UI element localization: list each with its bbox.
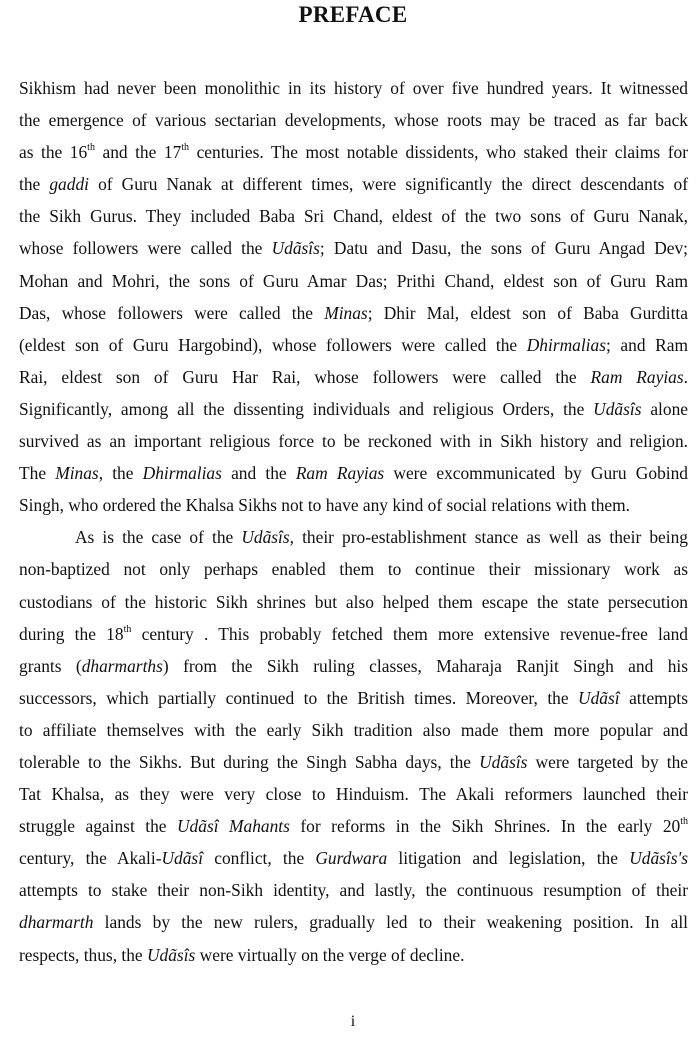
text-run: were excommunicated by Guru Gobind — [384, 463, 688, 484]
italic-term: Gurdwara — [315, 848, 388, 869]
italic-term: dharmarth — [19, 912, 94, 933]
text-run: Significantly, among all the dissenting individuals and religious Orders, the — [19, 398, 594, 419]
text-run: (eldest son of Guru Hargobind), whose followers were called the — [19, 334, 527, 355]
text-run: Sikhism had never been monolithic in its history of over five hundred years. It witnessed — [19, 78, 688, 98]
text-run: struggle against the — [19, 816, 177, 837]
text-run: and the 17 — [94, 142, 182, 163]
text-line — [19, 232, 688, 264]
text-line — [19, 586, 688, 618]
text-run: as the 16 — [19, 142, 88, 163]
text-run: Singh, who ordered the Khalsa Sikhs not to have any kind of social relations with them. — [19, 495, 630, 516]
text-run: grants ( — [19, 655, 82, 676]
text-line — [19, 200, 688, 232]
italic-term: Udãsîs's — [629, 848, 688, 869]
text-run: survived as an important religious force to be reckoned with in Sikh history and religion. — [19, 431, 688, 452]
text-run: ) from the Sikh ruling classes, Maharaja Ranjit Singh and his — [162, 655, 688, 676]
text-run: whose followers were called the — [19, 238, 272, 259]
text-run: successors, which partially continued to the British times. Moreover, the — [19, 687, 579, 708]
text-run: of Guru Nanak at different times, were significantly the direct descendants of — [88, 174, 689, 195]
italic-term: Minas — [55, 463, 99, 484]
page-number: i — [350, 1013, 356, 1030]
text-line — [19, 682, 688, 714]
text-line — [19, 650, 688, 682]
text-line — [19, 489, 688, 521]
preface-body — [19, 72, 688, 971]
italic-term: Dhirmalias — [142, 463, 222, 484]
text-line — [19, 297, 688, 329]
text-run: during the 18 — [19, 623, 124, 644]
text-line — [19, 425, 688, 457]
text-line — [19, 457, 688, 489]
text-run: the Sikh Gurus. They included Baba Sri Chand, eldest of the two sons of Guru Nanak, — [19, 206, 688, 227]
text-run: The — [19, 463, 56, 484]
italic-term: Udãsîs — [479, 751, 528, 772]
text-run: As is the case of the — [75, 527, 242, 548]
text-run: non-baptized not only perhaps enabled them to continue their missionary work as — [19, 559, 688, 580]
text-line — [19, 746, 688, 778]
text-run: respects, thus, the — [19, 944, 147, 965]
text-line — [19, 393, 688, 425]
text-line — [19, 714, 688, 746]
italic-term: Udãsîs — [271, 238, 320, 259]
text-run: alone — [641, 398, 689, 419]
text-run: ; and Ram — [605, 334, 688, 355]
text-run: were virtually on the verge of decline. — [195, 944, 465, 965]
text-line — [19, 329, 688, 361]
italic-term: Ram Rayias — [590, 366, 684, 387]
text-line — [19, 361, 688, 393]
text-line — [19, 521, 688, 553]
text-line — [19, 265, 688, 297]
text-run: , the — [98, 463, 143, 484]
text-run: to affiliate themselves with the early Sikh tradition also made them more popular and — [19, 719, 688, 740]
text-line — [19, 874, 688, 906]
text-run: ; Dhir Mal, eldest son of Baba Gurditta — [367, 302, 688, 323]
text-run: the emergence of various sectarian developments, whose roots may be traced as far back — [19, 110, 688, 131]
text-run: ; Datu and Dasu, the sons of Guru Angad Dev; — [319, 238, 689, 259]
text-run: for reforms in the Sikh Shrines. In the early 20 — [289, 816, 681, 837]
text-run: lands by the new rulers, gradually led to their weakening position. In all — [93, 912, 688, 933]
text-line — [19, 810, 688, 842]
text-run: century, the Akali- — [19, 848, 162, 869]
text-line — [19, 618, 688, 650]
text-run: , their pro-establishment stance as well as their being — [289, 527, 688, 548]
text-line — [19, 72, 688, 104]
italic-term: dharmarths — [81, 655, 163, 676]
text-run: century . This probably fetched them more extensive revenue-free land — [131, 623, 688, 644]
italic-term: Ram Rayias — [295, 463, 385, 484]
text-line — [19, 136, 688, 168]
text-line — [19, 553, 688, 585]
italic-term: Udãsî — [161, 848, 204, 869]
text-line — [19, 906, 688, 938]
text-run: were targeted by the — [527, 751, 688, 772]
ordinal-superscript: th — [181, 142, 190, 154]
italic-term: Dhirmalias — [526, 334, 606, 355]
italic-term: Udãsîs — [593, 398, 642, 419]
text-line — [19, 939, 688, 971]
text-run: tolerable to the Sikhs. But during the Singh Sabha days, the — [19, 751, 480, 772]
ordinal-superscript: th — [87, 142, 95, 154]
text-run: Rai, eldest son of Guru Har Rai, whose followers were called the — [19, 366, 591, 387]
italic-term: Udãsîs — [241, 527, 290, 548]
text-run: Das, whose followers were called the — [19, 302, 325, 323]
text-run: centuries. The most notable dissidents, who staked their claims for — [189, 142, 688, 163]
text-line — [19, 104, 688, 136]
ordinal-superscript: th — [680, 816, 688, 828]
ordinal-superscript: th — [123, 623, 132, 635]
text-run: Mohan and Mohri, the sons of Guru Amar Das; Prithi Chand, eldest son of Guru Ram — [19, 270, 688, 291]
italic-term: Udãsî — [578, 687, 620, 708]
text-run: attempts — [619, 687, 688, 708]
text-line — [19, 842, 688, 874]
text-run: custodians of the historic Sikh shrines but also helped them escape the state persecution — [19, 591, 688, 612]
text-run: attempts to stake their non-Sikh identity, and lastly, the continuous resumption of their — [19, 880, 688, 901]
italic-term: Udãsî Mahants — [177, 816, 290, 837]
page-title: PREFACE — [298, 2, 408, 27]
text-run: Tat Khalsa, as they were very close to Hinduism. The Akali reformers launched their — [19, 784, 688, 805]
italic-term: Minas — [324, 302, 368, 323]
text-run: litigation and legislation, the — [387, 848, 630, 869]
text-run: conflict, the — [203, 848, 316, 869]
text-run: the — [19, 174, 50, 195]
text-line — [19, 778, 688, 810]
italic-term: Udãsîs — [146, 944, 196, 965]
italic-term: gaddi — [49, 174, 89, 195]
text-run: and the — [221, 463, 296, 484]
text-line — [19, 168, 688, 200]
text-run: . — [683, 366, 689, 387]
